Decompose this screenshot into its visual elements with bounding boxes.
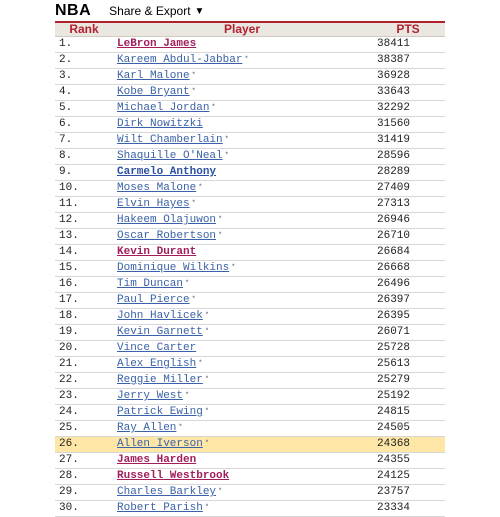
- player-link[interactable]: Russell Westbrook: [117, 470, 230, 482]
- player-link[interactable]: Reggie Miller: [117, 374, 203, 386]
- player-link[interactable]: Hakeem Olajuwon: [117, 214, 217, 226]
- player-cell: [113, 165, 371, 181]
- points-cell: 26946: [371, 213, 445, 229]
- column-header-pts[interactable]: PTS: [371, 22, 445, 37]
- player-link[interactable]: Karl Malone: [117, 70, 190, 82]
- table-row: [55, 485, 445, 501]
- table-row: [55, 101, 445, 117]
- rank-cell: 12.: [55, 213, 113, 229]
- rank-cell: 25.: [55, 421, 113, 437]
- points-cell: 38411: [371, 37, 445, 53]
- points-cell: 25613: [371, 357, 445, 373]
- player-link[interactable]: Charles Barkley: [117, 486, 217, 498]
- rank-cell: 8.: [55, 149, 113, 165]
- player-link[interactable]: Kareem Abdul-Jabbar: [117, 54, 243, 66]
- rank-cell: 28.: [55, 469, 113, 485]
- points-cell: 23334: [371, 501, 445, 517]
- column-header-player[interactable]: Player: [113, 22, 371, 37]
- hall-of-fame-marker: *: [204, 504, 210, 512]
- hall-of-fame-marker: *: [204, 312, 210, 320]
- rank-cell: 26.: [55, 437, 113, 453]
- player-cell: [113, 309, 371, 325]
- table-row: [55, 229, 445, 245]
- table-row: [55, 277, 445, 293]
- hall-of-fame-marker: *: [224, 152, 229, 160]
- player-link[interactable]: Wilt Chamberlain: [117, 134, 223, 146]
- table-row: [55, 469, 445, 485]
- hall-of-fame-marker: *: [244, 56, 249, 64]
- table-row: [55, 373, 445, 389]
- points-cell: 31560: [371, 117, 445, 133]
- rank-cell: 27.: [55, 453, 113, 469]
- player-link[interactable]: Carmelo Anthony: [117, 166, 217, 178]
- table-row: [55, 69, 445, 85]
- table-row: [55, 357, 445, 373]
- hall-of-fame-marker: *: [204, 408, 210, 416]
- rank-cell: 6.: [55, 117, 113, 133]
- rank-cell: 1.: [55, 37, 113, 53]
- player-link[interactable]: Kevin Garnett: [117, 326, 203, 338]
- points-cell: 31419: [371, 133, 445, 149]
- points-cell: 24505: [371, 421, 445, 437]
- table-row: [55, 437, 445, 453]
- table-row: [55, 85, 445, 101]
- player-cell: [113, 389, 371, 405]
- player-link[interactable]: Dominique Wilkins: [117, 262, 230, 274]
- player-cell: [113, 85, 371, 101]
- player-cell: [113, 261, 371, 277]
- points-cell: 32292: [371, 101, 445, 117]
- player-link[interactable]: Vince Carter: [117, 342, 197, 354]
- rank-cell: 10.: [55, 181, 113, 197]
- player-link[interactable]: Jerry West: [117, 390, 184, 402]
- player-link[interactable]: James Harden: [117, 454, 197, 466]
- hall-of-fame-marker: *: [178, 424, 183, 432]
- player-cell: [113, 357, 371, 373]
- points-cell: 25279: [371, 373, 445, 389]
- share-export-label: Share & Export: [109, 4, 191, 18]
- rank-cell: 30.: [55, 501, 113, 517]
- rank-cell: 3.: [55, 69, 113, 85]
- table-row: [55, 133, 445, 149]
- rank-cell: 13.: [55, 229, 113, 245]
- player-cell: [113, 101, 371, 117]
- rank-cell: 7.: [55, 133, 113, 149]
- hall-of-fame-marker: *: [218, 488, 223, 496]
- player-link[interactable]: LeBron James: [117, 38, 197, 50]
- hall-of-fame-marker: *: [191, 88, 196, 96]
- table-row: [55, 197, 445, 213]
- player-cell: [113, 277, 371, 293]
- points-cell: 27409: [371, 181, 445, 197]
- table-toolbar: [55, 2, 445, 20]
- player-link[interactable]: Kobe Bryant: [117, 86, 190, 98]
- player-cell: [113, 181, 371, 197]
- player-link[interactable]: Alex English: [117, 358, 197, 370]
- table-header-row: [55, 22, 445, 37]
- points-cell: 28596: [371, 149, 445, 165]
- player-link[interactable]: Oscar Robertson: [117, 230, 217, 242]
- player-link[interactable]: Michael Jordan: [117, 102, 210, 114]
- rank-cell: 2.: [55, 53, 113, 69]
- player-cell: [113, 293, 371, 309]
- hall-of-fame-marker: *: [191, 72, 196, 80]
- hall-of-fame-marker: *: [198, 184, 203, 192]
- table-row: [55, 53, 445, 69]
- hall-of-fame-marker: *: [185, 280, 190, 288]
- player-cell: [113, 421, 371, 437]
- points-cell: 23757: [371, 485, 445, 501]
- hall-of-fame-marker: *: [191, 296, 196, 304]
- player-cell: [113, 133, 371, 149]
- table-row: [55, 117, 445, 133]
- player-cell: [113, 245, 371, 261]
- player-cell: [113, 53, 371, 69]
- table-row: [55, 309, 445, 325]
- hall-of-fame-marker: *: [231, 264, 236, 272]
- column-header-rank[interactable]: Rank: [55, 22, 113, 37]
- table-row: [55, 453, 445, 469]
- hall-of-fame-marker: *: [204, 328, 210, 336]
- table-row: [55, 261, 445, 277]
- hall-of-fame-marker: *: [198, 360, 203, 368]
- rank-cell: 5.: [55, 101, 113, 117]
- player-cell: [113, 149, 371, 165]
- points-cell: 24355: [371, 453, 445, 469]
- table-row: [55, 293, 445, 309]
- rank-cell: 16.: [55, 277, 113, 293]
- hall-of-fame-marker: *: [204, 376, 210, 384]
- league-title: NBA: [55, 2, 92, 19]
- rank-cell: 29.: [55, 485, 113, 501]
- table-row: [55, 389, 445, 405]
- rank-cell: 23.: [55, 389, 113, 405]
- player-link[interactable]: Tim Duncan: [117, 278, 184, 290]
- player-cell: [113, 469, 371, 485]
- table-row: [55, 37, 445, 53]
- hall-of-fame-marker: *: [218, 232, 223, 240]
- points-cell: 26668: [371, 261, 445, 277]
- player-link[interactable]: Ray Allen: [117, 422, 177, 434]
- points-cell: 38387: [371, 53, 445, 69]
- points-cell: 26395: [371, 309, 445, 325]
- hall-of-fame-marker: *: [211, 104, 216, 112]
- caret-down-icon: ▼: [194, 5, 205, 17]
- player-link[interactable]: Robert Parish: [117, 502, 203, 514]
- player-cell: [113, 373, 371, 389]
- rank-cell: 24.: [55, 405, 113, 421]
- rank-cell: 9.: [55, 165, 113, 181]
- rank-cell: 4.: [55, 85, 113, 101]
- hall-of-fame-marker: *: [218, 216, 223, 224]
- rank-cell: 21.: [55, 357, 113, 373]
- player-cell: [113, 117, 371, 133]
- player-cell: [113, 437, 371, 453]
- table-row: [55, 245, 445, 261]
- rank-cell: 20.: [55, 341, 113, 357]
- player-cell: [113, 213, 371, 229]
- points-cell: 25728: [371, 341, 445, 357]
- table-row: [55, 421, 445, 437]
- table-row: [55, 165, 445, 181]
- player-cell: [113, 485, 371, 501]
- points-leaders-table: [55, 21, 445, 517]
- points-cell: 24125: [371, 469, 445, 485]
- player-cell: [113, 501, 371, 517]
- rank-cell: 18.: [55, 309, 113, 325]
- table-row: [55, 501, 445, 517]
- player-cell: [113, 197, 371, 213]
- player-cell: [113, 69, 371, 85]
- player-link[interactable]: Patrick Ewing: [117, 406, 203, 418]
- hall-of-fame-marker: *: [224, 136, 229, 144]
- rank-cell: 11.: [55, 197, 113, 213]
- points-cell: 26710: [371, 229, 445, 245]
- player-cell: [113, 405, 371, 421]
- hall-of-fame-marker: *: [185, 392, 190, 400]
- player-link[interactable]: Moses Malone: [117, 182, 197, 194]
- player-cell: [113, 341, 371, 357]
- rank-cell: 14.: [55, 245, 113, 261]
- player-link[interactable]: Allen Iverson: [117, 438, 203, 450]
- rank-cell: 19.: [55, 325, 113, 341]
- table-row: [55, 149, 445, 165]
- table-row: [55, 341, 445, 357]
- player-cell: [113, 325, 371, 341]
- points-cell: 24368: [371, 437, 445, 453]
- points-cell: 26071: [371, 325, 445, 341]
- player-link[interactable]: Dirk Nowitzki: [117, 118, 203, 130]
- table-row: [55, 325, 445, 341]
- table-row: [55, 213, 445, 229]
- share-export-menu[interactable]: [109, 4, 204, 18]
- points-cell: 26684: [371, 245, 445, 261]
- player-cell: [113, 37, 371, 53]
- player-cell: [113, 453, 371, 469]
- points-cell: 36928: [371, 69, 445, 85]
- player-cell: [113, 229, 371, 245]
- rank-cell: 15.: [55, 261, 113, 277]
- hall-of-fame-marker: *: [191, 200, 196, 208]
- rank-cell: 17.: [55, 293, 113, 309]
- player-link[interactable]: John Havlicek: [117, 310, 203, 322]
- table-row: [55, 181, 445, 197]
- rank-cell: 22.: [55, 373, 113, 389]
- player-link[interactable]: Kevin Durant: [117, 246, 197, 258]
- player-link[interactable]: Shaquille O'Neal: [117, 150, 223, 162]
- points-cell: 33643: [371, 85, 445, 101]
- player-link[interactable]: Paul Pierce: [117, 294, 190, 306]
- hall-of-fame-marker: *: [204, 440, 210, 448]
- points-cell: 27313: [371, 197, 445, 213]
- player-link[interactable]: Elvin Hayes: [117, 198, 190, 210]
- table-row: [55, 405, 445, 421]
- points-cell: 24815: [371, 405, 445, 421]
- points-cell: 26397: [371, 293, 445, 309]
- points-cell: 25192: [371, 389, 445, 405]
- points-cell: 28289: [371, 165, 445, 181]
- points-cell: 26496: [371, 277, 445, 293]
